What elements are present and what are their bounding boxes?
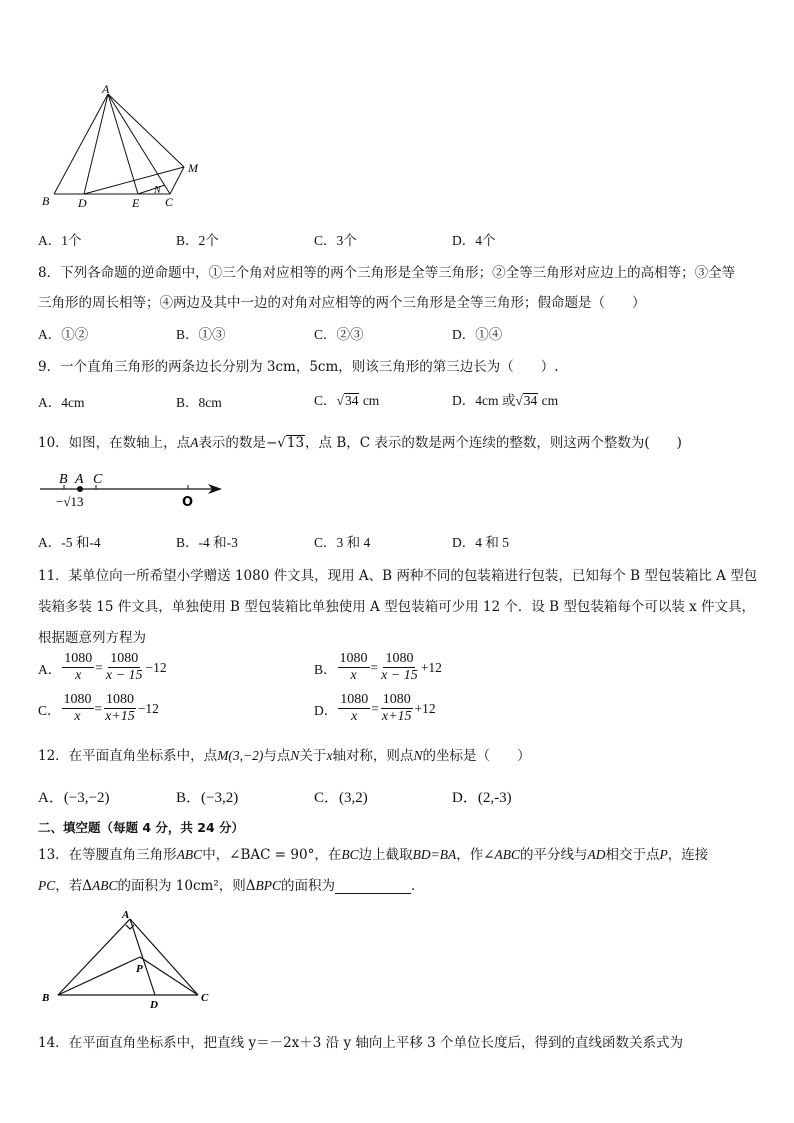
q9-option-d[interactable]: D．4cm 或√34 cm [452, 393, 559, 408]
q10-point-a: A [190, 435, 199, 450]
q10-fig-label-a: A [75, 472, 84, 487]
q12-option-a[interactable]: A．(−3,−2) [38, 790, 110, 806]
q7-option-b[interactable]: B．2个 [176, 233, 219, 248]
q11-line1: 11．某单位向一所希望小学赠送 1080 件文具，现用 A、B 两种不同的包装箱进行包装，已知每个 B 型包装箱比 A 型包 [38, 568, 758, 584]
fig7-label-n: N [154, 185, 161, 196]
q10-fig-label-c: C [93, 472, 103, 487]
q9-option-c-radicand: 34 [344, 393, 359, 408]
q10-stem: 10．如图，在数轴上，点A表示的数是−√13，点 B，C 表示的数是两个连续的整数，则这两个整数为( ) [38, 435, 682, 451]
q12-option-b[interactable]: B．(−3,2) [176, 790, 239, 806]
q12-option-d[interactable]: D．(2,-3) [452, 790, 512, 806]
q11-option-a[interactable]: A． $\frac{1080}{x}$ = $\frac{1080}{x - 15}$ −12 [38, 651, 167, 683]
section-heading: 二、填空题（每题 4 分，共 24 分） [38, 820, 245, 835]
q13-answer-blank[interactable] [335, 879, 411, 894]
fig7-label-b: B [42, 194, 50, 208]
q10-number-line [36, 466, 236, 512]
q11-line2: 装箱多装 15 件文具，单独使用 B 型包装箱比单独使用 A 型包装箱可少用 12 个．设 B 型包装箱每个可以装 x 件文具， [38, 599, 756, 615]
q10-stem-mid: 表示的数是 [198, 435, 266, 451]
q7-option-d[interactable]: D．4个 [452, 233, 496, 248]
q10-stem-post: ，点 B，C 表示的数是两个连续的整数，则这两个整数为( ) [305, 435, 682, 451]
fig7-label-m: M [188, 161, 198, 175]
q7-option-c[interactable]: C．3个 [314, 233, 357, 248]
q9-option-d-label: D．4cm 或 [452, 393, 516, 408]
q10-stem-radicand: 13 [286, 435, 305, 451]
q8-option-b[interactable]: B．①③ [176, 327, 226, 342]
q10-option-d[interactable]: D．4 和 5 [452, 535, 509, 550]
q11-option-b-label: B． [314, 661, 337, 677]
q11-option-d-label: D． [314, 702, 338, 718]
fig13-label-c: C [201, 992, 209, 1004]
q10-fig-label-o: O [182, 495, 194, 510]
q11-option-c-label: C． [38, 702, 61, 718]
q8-option-c[interactable]: C．②③ [314, 327, 364, 342]
q9-stem: 9．一个直角三角形的两条边长分别为 3cm，5cm，则该三角形的第三边长为（ ）. [38, 359, 559, 375]
q7-option-a[interactable]: A．1个 [38, 233, 82, 248]
q9-option-c-unit: cm [359, 393, 380, 408]
q12-point-m: M(3,−2) [217, 748, 264, 763]
q9-option-c-label: C． [314, 393, 337, 408]
fig7-label-d: D [78, 196, 87, 210]
q8-option-d[interactable]: D．①④ [452, 327, 503, 342]
q10-fig-label-b: B [59, 472, 68, 487]
fig7-label-c: C [165, 195, 174, 209]
q14-line1: 14．在平面直角坐标系中，把直线 y＝－2x＋3 沿 y 轴向上平移 3 个单位长度后，得到的直线函数关系式为 [38, 1035, 684, 1051]
q9-option-d-unit: cm [538, 393, 559, 408]
q7-figure [38, 82, 208, 212]
fig13-label-d: D [150, 999, 158, 1011]
fig13-label-a: A [122, 909, 130, 921]
fig7-label-a: A [102, 82, 110, 96]
fig13-label-p: P [136, 963, 143, 975]
q12-option-c[interactable]: C．(3,2) [314, 790, 368, 806]
q10-option-c[interactable]: C．3 和 4 [314, 535, 371, 550]
fig13-label-b: B [42, 992, 50, 1004]
q10-fig-label-neg-sqrt13: −√13 [56, 494, 84, 509]
q9-option-a[interactable]: A．4cm [38, 395, 85, 410]
q11-option-c[interactable]: C． $\frac{1080}{x}$ = $\frac{1080}{x+15}$ −12 [38, 692, 159, 724]
q8-option-a[interactable]: A．①② [38, 327, 89, 342]
q8-line2: 三角形的周长相等；④两边及其中一边的对角对应相等的两个三角形是全等三角形；假命题是（ ） [38, 295, 646, 311]
q11-line3: 根据题意列方程为 [38, 630, 146, 646]
q12-stem: 12．在平面直角坐标系中，点M(3,−2)与点N关于x轴对称，则点N的坐标是（ ） [38, 748, 531, 764]
q10-option-a[interactable]: A．-5 和-4 [38, 535, 101, 550]
q10-stem-pre: 10．如图，在数轴上，点 [38, 435, 191, 451]
q11-option-b[interactable]: B． $\frac{1080}{x}$ = $\frac{1080}{x - 15}$ +12 [314, 651, 442, 683]
q10-option-b[interactable]: B．-4 和-3 [176, 535, 238, 550]
q8-line1: 8．下列各命题的逆命题中，①三个角对应相等的两个三角形是全等三角形；②全等三角形对应边上的高相等；③全等 [38, 265, 736, 281]
q13-figure [38, 905, 228, 1015]
q11-option-a-label: A． [38, 661, 62, 677]
q9-option-d-radicand: 34 [523, 393, 538, 408]
q13-line1: 13．在等腰直角三角形ABC中，∠BAC = 90°，在BC边上截取BD=BA，作∠ABC的平分线与AD相交于点P，连接 [38, 847, 709, 863]
fig7-label-e: E [132, 196, 140, 210]
q13-line2: PC，若ΔABC的面积为 10cm²，则ΔBPC的面积为 ． [38, 878, 425, 894]
q9-option-b[interactable]: B．8cm [176, 395, 222, 410]
q9-option-c[interactable]: C．√34 cm [314, 393, 380, 408]
q11-option-d[interactable]: D． $\frac{1080}{x}$ = $\frac{1080}{x+15}$ +12 [314, 692, 436, 724]
